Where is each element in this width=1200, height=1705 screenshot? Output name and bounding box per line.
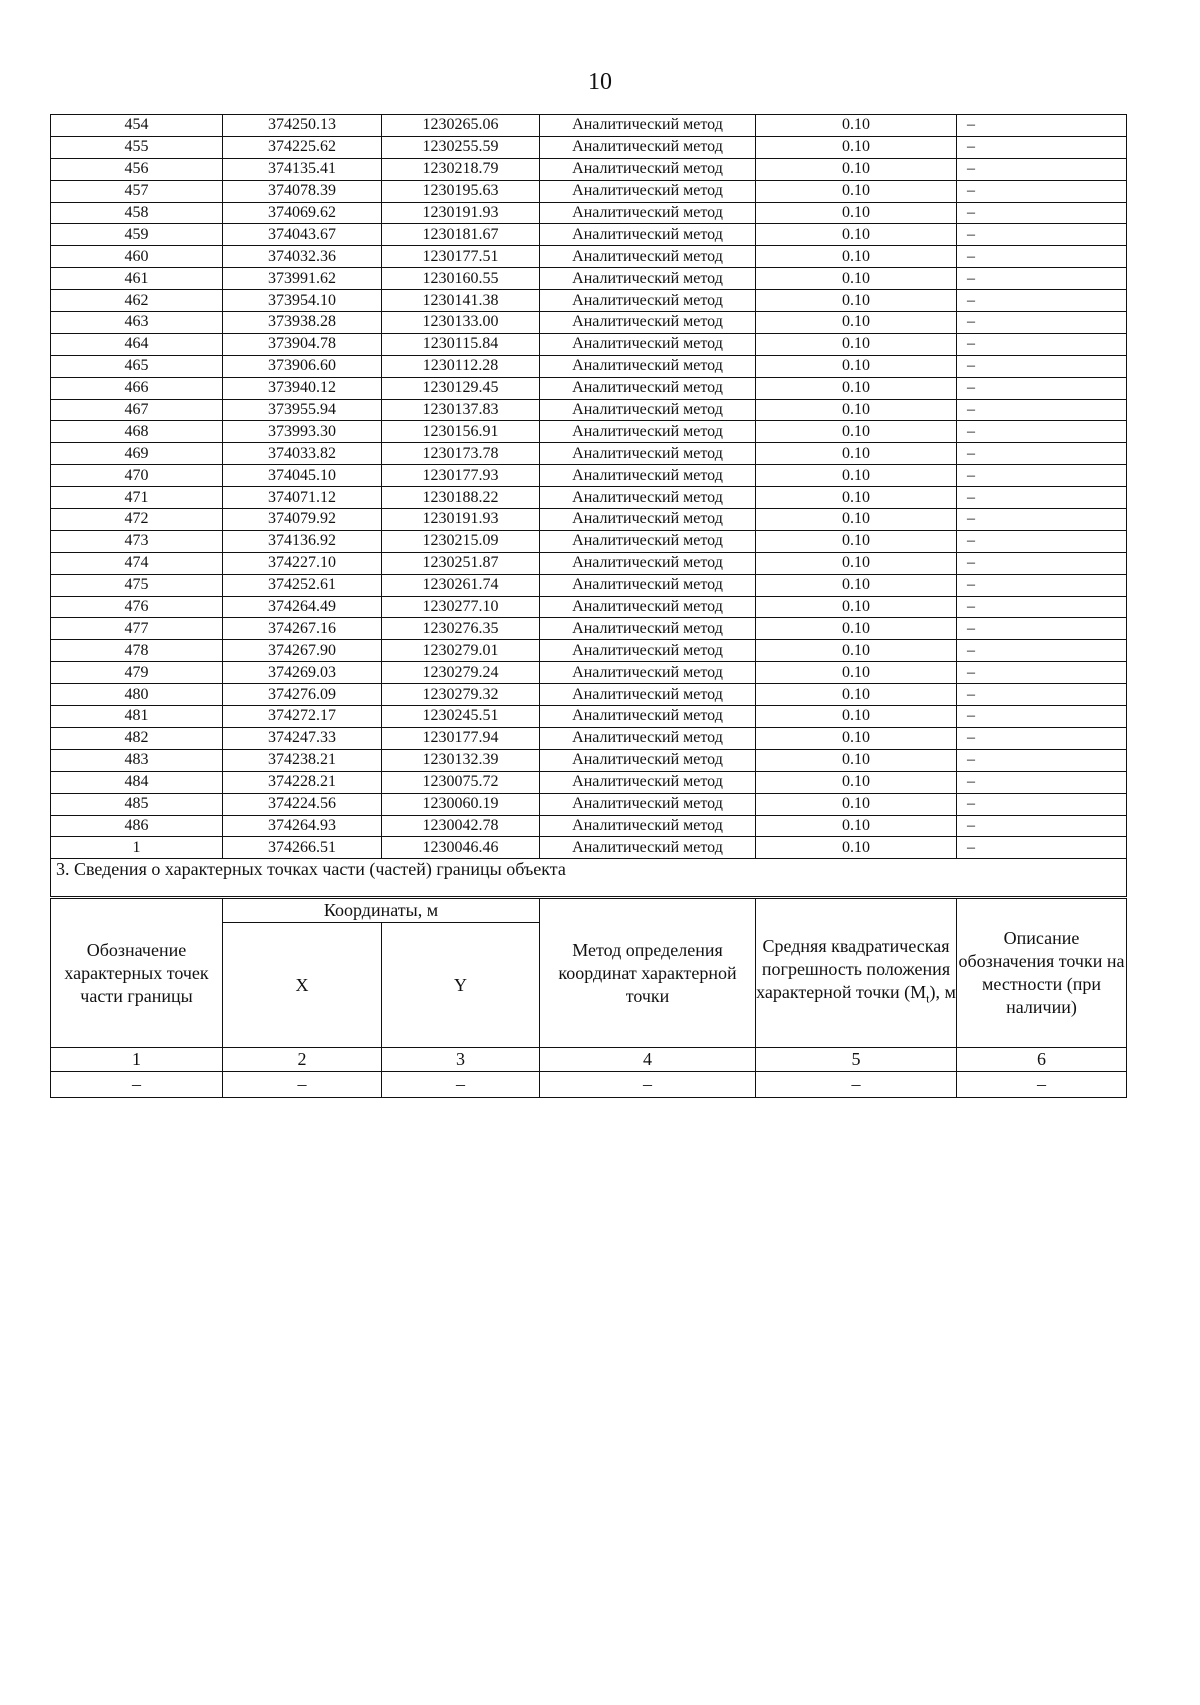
- method-cell: Аналитический метод: [540, 136, 756, 158]
- point-number-cell: 481: [51, 706, 223, 728]
- y-coordinate-cell: 1230177.94: [382, 727, 540, 749]
- description-cell: –: [957, 487, 1127, 509]
- method-cell: Аналитический метод: [540, 180, 756, 202]
- description-cell: –: [957, 684, 1127, 706]
- point-number-cell: 475: [51, 574, 223, 596]
- header-mean-square-error-subscript: t: [926, 991, 930, 1006]
- method-cell: Аналитический метод: [540, 815, 756, 837]
- x-coordinate-cell: 374250.13: [223, 115, 382, 137]
- point-number-cell: 458: [51, 202, 223, 224]
- table-row: [51, 180, 1127, 202]
- y-coordinate-cell: 1230046.46: [382, 837, 540, 859]
- error-cell: 0.10: [756, 771, 957, 793]
- y-coordinate-cell: 1230195.63: [382, 180, 540, 202]
- error-cell: 0.10: [756, 684, 957, 706]
- error-cell: 0.10: [756, 574, 957, 596]
- point-number-cell: 459: [51, 224, 223, 246]
- method-cell: Аналитический метод: [540, 224, 756, 246]
- header-description: Описание обозначения точки на местности (при наличии): [957, 899, 1127, 1048]
- x-coordinate-cell: 374264.93: [223, 815, 382, 837]
- description-cell: –: [957, 509, 1127, 531]
- method-cell: Аналитический метод: [540, 399, 756, 421]
- point-number-cell: 456: [51, 158, 223, 180]
- error-cell: 0.10: [756, 640, 957, 662]
- table-row: [51, 465, 1127, 487]
- header-mean-square-error: [756, 899, 957, 1048]
- description-cell: –: [957, 530, 1127, 552]
- column-number-row: [51, 1048, 1127, 1072]
- error-cell: 0.10: [756, 115, 957, 137]
- y-coordinate-cell: 1230261.74: [382, 574, 540, 596]
- y-coordinate-cell: 1230191.93: [382, 509, 540, 531]
- x-coordinate-cell: 374135.41: [223, 158, 382, 180]
- y-coordinate-cell: 1230132.39: [382, 749, 540, 771]
- error-cell: 0.10: [756, 749, 957, 771]
- column-number: 4: [540, 1048, 756, 1072]
- header-coordinates: Координаты, м: [223, 899, 540, 923]
- x-coordinate-cell: 374252.61: [223, 574, 382, 596]
- y-coordinate-cell: 1230191.93: [382, 202, 540, 224]
- x-coordinate-cell: 374224.56: [223, 793, 382, 815]
- y-coordinate-cell: 1230141.38: [382, 290, 540, 312]
- column-number: 3: [382, 1048, 540, 1072]
- x-coordinate-cell: 374225.62: [223, 136, 382, 158]
- point-number-cell: 1: [51, 837, 223, 859]
- y-coordinate-cell: 1230245.51: [382, 706, 540, 728]
- empty-cell: –: [540, 1072, 756, 1098]
- method-cell: Аналитический метод: [540, 727, 756, 749]
- column-number: 5: [756, 1048, 957, 1072]
- point-number-cell: 454: [51, 115, 223, 137]
- column-number: 2: [223, 1048, 382, 1072]
- y-coordinate-cell: 1230156.91: [382, 421, 540, 443]
- x-coordinate-cell: 374264.49: [223, 596, 382, 618]
- x-coordinate-cell: 373955.94: [223, 399, 382, 421]
- error-cell: 0.10: [756, 333, 957, 355]
- table-row: [51, 662, 1127, 684]
- table-row: [51, 749, 1127, 771]
- description-cell: –: [957, 837, 1127, 859]
- point-number-cell: 461: [51, 268, 223, 290]
- x-coordinate-cell: 374043.67: [223, 224, 382, 246]
- header-y: Y: [382, 923, 540, 1048]
- x-coordinate-cell: 374269.03: [223, 662, 382, 684]
- error-cell: 0.10: [756, 727, 957, 749]
- table-row: [51, 574, 1127, 596]
- point-number-cell: 460: [51, 246, 223, 268]
- description-cell: –: [957, 771, 1127, 793]
- error-cell: 0.10: [756, 815, 957, 837]
- point-number-cell: 465: [51, 355, 223, 377]
- description-cell: –: [957, 465, 1127, 487]
- point-number-cell: 455: [51, 136, 223, 158]
- point-number-cell: 470: [51, 465, 223, 487]
- description-cell: –: [957, 552, 1127, 574]
- point-number-cell: 477: [51, 618, 223, 640]
- table-row: [51, 443, 1127, 465]
- error-cell: 0.10: [756, 268, 957, 290]
- description-cell: –: [957, 596, 1127, 618]
- description-cell: –: [957, 815, 1127, 837]
- empty-cell: –: [51, 1072, 223, 1098]
- x-coordinate-cell: 373940.12: [223, 377, 382, 399]
- y-coordinate-cell: 1230279.24: [382, 662, 540, 684]
- point-number-cell: 479: [51, 662, 223, 684]
- x-coordinate-cell: 374267.16: [223, 618, 382, 640]
- point-number-cell: 478: [51, 640, 223, 662]
- method-cell: Аналитический метод: [540, 771, 756, 793]
- point-number-cell: 482: [51, 727, 223, 749]
- section-3-title-row: [51, 859, 1127, 897]
- y-coordinate-cell: 1230160.55: [382, 268, 540, 290]
- y-coordinate-cell: 1230279.32: [382, 684, 540, 706]
- y-coordinate-cell: 1230137.83: [382, 399, 540, 421]
- table-row: [51, 377, 1127, 399]
- description-cell: –: [957, 312, 1127, 334]
- error-cell: 0.10: [756, 136, 957, 158]
- table-row: [51, 596, 1127, 618]
- y-coordinate-cell: 1230255.59: [382, 136, 540, 158]
- description-cell: –: [957, 224, 1127, 246]
- description-cell: –: [957, 202, 1127, 224]
- error-cell: 0.10: [756, 552, 957, 574]
- point-number-cell: 474: [51, 552, 223, 574]
- table-row: [51, 268, 1127, 290]
- y-coordinate-cell: 1230042.78: [382, 815, 540, 837]
- x-coordinate-cell: 374071.12: [223, 487, 382, 509]
- description-cell: –: [957, 727, 1127, 749]
- x-coordinate-cell: 374136.92: [223, 530, 382, 552]
- description-cell: –: [957, 640, 1127, 662]
- method-cell: Аналитический метод: [540, 530, 756, 552]
- y-coordinate-cell: 1230251.87: [382, 552, 540, 574]
- method-cell: Аналитический метод: [540, 684, 756, 706]
- table-row: [51, 487, 1127, 509]
- point-number-cell: 476: [51, 596, 223, 618]
- table-row: [51, 618, 1127, 640]
- error-cell: 0.10: [756, 377, 957, 399]
- x-coordinate-cell: 374069.62: [223, 202, 382, 224]
- point-number-cell: 472: [51, 509, 223, 531]
- description-cell: –: [957, 399, 1127, 421]
- table-row: [51, 355, 1127, 377]
- description-cell: –: [957, 574, 1127, 596]
- section-3-title: 3. Сведения о характерных точках части (частей) границы объекта: [51, 859, 1127, 897]
- method-cell: Аналитический метод: [540, 421, 756, 443]
- point-number-cell: 485: [51, 793, 223, 815]
- error-cell: 0.10: [756, 487, 957, 509]
- x-coordinate-cell: 373938.28: [223, 312, 382, 334]
- x-coordinate-cell: 373954.10: [223, 290, 382, 312]
- method-cell: Аналитический метод: [540, 290, 756, 312]
- y-coordinate-cell: 1230075.72: [382, 771, 540, 793]
- y-coordinate-cell: 1230218.79: [382, 158, 540, 180]
- points-table: [50, 114, 1127, 897]
- x-coordinate-cell: 374078.39: [223, 180, 382, 202]
- description-cell: –: [957, 421, 1127, 443]
- point-number-cell: 469: [51, 443, 223, 465]
- x-coordinate-cell: 373991.62: [223, 268, 382, 290]
- table-row: [51, 552, 1127, 574]
- description-cell: –: [957, 618, 1127, 640]
- table-header-row: [51, 899, 1127, 923]
- method-cell: Аналитический метод: [540, 640, 756, 662]
- table-row: [51, 399, 1127, 421]
- x-coordinate-cell: 373993.30: [223, 421, 382, 443]
- table-row: [51, 202, 1127, 224]
- method-cell: Аналитический метод: [540, 312, 756, 334]
- header-mean-square-error-unit: ), м: [929, 982, 956, 1003]
- y-coordinate-cell: 1230129.45: [382, 377, 540, 399]
- table-row: [51, 136, 1127, 158]
- y-coordinate-cell: 1230215.09: [382, 530, 540, 552]
- description-cell: –: [957, 246, 1127, 268]
- table-row: [51, 224, 1127, 246]
- y-coordinate-cell: 1230177.51: [382, 246, 540, 268]
- description-cell: –: [957, 377, 1127, 399]
- description-cell: –: [957, 158, 1127, 180]
- x-coordinate-cell: 374227.10: [223, 552, 382, 574]
- method-cell: Аналитический метод: [540, 487, 756, 509]
- point-number-cell: 462: [51, 290, 223, 312]
- error-cell: 0.10: [756, 509, 957, 531]
- error-cell: 0.10: [756, 530, 957, 552]
- error-cell: 0.10: [756, 355, 957, 377]
- y-coordinate-cell: 1230277.10: [382, 596, 540, 618]
- table-row: [51, 509, 1127, 531]
- error-cell: 0.10: [756, 596, 957, 618]
- y-coordinate-cell: 1230181.67: [382, 224, 540, 246]
- error-cell: 0.10: [756, 290, 957, 312]
- x-coordinate-cell: 374033.82: [223, 443, 382, 465]
- error-cell: 0.10: [756, 837, 957, 859]
- description-cell: –: [957, 706, 1127, 728]
- error-cell: 0.10: [756, 662, 957, 684]
- point-number-cell: 464: [51, 333, 223, 355]
- method-cell: Аналитический метод: [540, 465, 756, 487]
- method-cell: Аналитический метод: [540, 333, 756, 355]
- error-cell: 0.10: [756, 246, 957, 268]
- method-cell: Аналитический метод: [540, 618, 756, 640]
- table-row: [51, 290, 1127, 312]
- method-cell: Аналитический метод: [540, 596, 756, 618]
- method-cell: Аналитический метод: [540, 552, 756, 574]
- x-coordinate-cell: 374238.21: [223, 749, 382, 771]
- table-row: [51, 640, 1127, 662]
- empty-cell: –: [223, 1072, 382, 1098]
- table-row: [51, 421, 1127, 443]
- table-row: [51, 706, 1127, 728]
- description-cell: –: [957, 749, 1127, 771]
- x-coordinate-cell: 374267.90: [223, 640, 382, 662]
- error-cell: 0.10: [756, 399, 957, 421]
- method-cell: Аналитический метод: [540, 793, 756, 815]
- header-method: Метод определения координат характерной точки: [540, 899, 756, 1048]
- method-cell: Аналитический метод: [540, 202, 756, 224]
- error-cell: 0.10: [756, 706, 957, 728]
- point-number-cell: 483: [51, 749, 223, 771]
- method-cell: Аналитический метод: [540, 837, 756, 859]
- part-boundary-points-table: [50, 898, 1127, 1098]
- table-row: [51, 771, 1127, 793]
- y-coordinate-cell: 1230265.06: [382, 115, 540, 137]
- y-coordinate-cell: 1230112.28: [382, 355, 540, 377]
- description-cell: –: [957, 355, 1127, 377]
- x-coordinate-cell: 374079.92: [223, 509, 382, 531]
- x-coordinate-cell: 374247.33: [223, 727, 382, 749]
- y-coordinate-cell: 1230115.84: [382, 333, 540, 355]
- method-cell: Аналитический метод: [540, 509, 756, 531]
- method-cell: Аналитический метод: [540, 115, 756, 137]
- description-cell: –: [957, 180, 1127, 202]
- description-cell: –: [957, 136, 1127, 158]
- method-cell: Аналитический метод: [540, 246, 756, 268]
- x-coordinate-cell: 374032.36: [223, 246, 382, 268]
- point-number-cell: 466: [51, 377, 223, 399]
- point-number-cell: 468: [51, 421, 223, 443]
- point-number-cell: 471: [51, 487, 223, 509]
- method-cell: Аналитический метод: [540, 377, 756, 399]
- point-number-cell: 486: [51, 815, 223, 837]
- description-cell: –: [957, 290, 1127, 312]
- description-cell: –: [957, 268, 1127, 290]
- point-number-cell: 473: [51, 530, 223, 552]
- description-cell: –: [957, 793, 1127, 815]
- description-cell: –: [957, 115, 1127, 137]
- x-coordinate-cell: 373906.60: [223, 355, 382, 377]
- point-number-cell: 467: [51, 399, 223, 421]
- x-coordinate-cell: 374045.10: [223, 465, 382, 487]
- method-cell: Аналитический метод: [540, 574, 756, 596]
- point-number-cell: 480: [51, 684, 223, 706]
- table-row: [51, 1072, 1127, 1098]
- y-coordinate-cell: 1230060.19: [382, 793, 540, 815]
- method-cell: Аналитический метод: [540, 443, 756, 465]
- x-coordinate-cell: 374228.21: [223, 771, 382, 793]
- x-coordinate-cell: 373904.78: [223, 333, 382, 355]
- table-row: [51, 115, 1127, 137]
- error-cell: 0.10: [756, 465, 957, 487]
- empty-cell: –: [957, 1072, 1127, 1098]
- table-row: [51, 312, 1127, 334]
- y-coordinate-cell: 1230173.78: [382, 443, 540, 465]
- table-row: [51, 837, 1127, 859]
- method-cell: Аналитический метод: [540, 268, 756, 290]
- error-cell: 0.10: [756, 158, 957, 180]
- description-cell: –: [957, 443, 1127, 465]
- table-row: [51, 727, 1127, 749]
- x-coordinate-cell: 374266.51: [223, 837, 382, 859]
- error-cell: 0.10: [756, 224, 957, 246]
- table-row: [51, 815, 1127, 837]
- error-cell: 0.10: [756, 618, 957, 640]
- table-row: [51, 246, 1127, 268]
- y-coordinate-cell: 1230177.93: [382, 465, 540, 487]
- y-coordinate-cell: 1230188.22: [382, 487, 540, 509]
- y-coordinate-cell: 1230279.01: [382, 640, 540, 662]
- point-number-cell: 457: [51, 180, 223, 202]
- x-coordinate-cell: 374272.17: [223, 706, 382, 728]
- method-cell: Аналитический метод: [540, 706, 756, 728]
- header-mean-square-error-text: Средняя квадратическая погрешность положения характерной точки: [756, 936, 951, 1003]
- y-coordinate-cell: 1230133.00: [382, 312, 540, 334]
- empty-cell: –: [382, 1072, 540, 1098]
- point-number-cell: 484: [51, 771, 223, 793]
- method-cell: Аналитический метод: [540, 158, 756, 180]
- column-number: 1: [51, 1048, 223, 1072]
- method-cell: Аналитический метод: [540, 662, 756, 684]
- error-cell: 0.10: [756, 180, 957, 202]
- header-x: X: [223, 923, 382, 1048]
- x-coordinate-cell: 374276.09: [223, 684, 382, 706]
- column-number: 6: [957, 1048, 1127, 1072]
- table-row: [51, 793, 1127, 815]
- header-mean-square-error-symbol: (M: [904, 982, 927, 1003]
- method-cell: Аналитический метод: [540, 355, 756, 377]
- page-number: 10: [588, 69, 612, 95]
- method-cell: Аналитический метод: [540, 749, 756, 771]
- table-row: [51, 158, 1127, 180]
- header-designation: Обозначение характерных точек части границы: [51, 899, 223, 1048]
- table-row: [51, 530, 1127, 552]
- y-coordinate-cell: 1230276.35: [382, 618, 540, 640]
- error-cell: 0.10: [756, 793, 957, 815]
- points-table-body: [51, 115, 1127, 859]
- description-cell: –: [957, 662, 1127, 684]
- error-cell: 0.10: [756, 421, 957, 443]
- description-cell: –: [957, 333, 1127, 355]
- error-cell: 0.10: [756, 202, 957, 224]
- error-cell: 0.10: [756, 443, 957, 465]
- table-row: [51, 333, 1127, 355]
- point-number-cell: 463: [51, 312, 223, 334]
- table-row: [51, 684, 1127, 706]
- empty-cell: –: [756, 1072, 957, 1098]
- error-cell: 0.10: [756, 312, 957, 334]
